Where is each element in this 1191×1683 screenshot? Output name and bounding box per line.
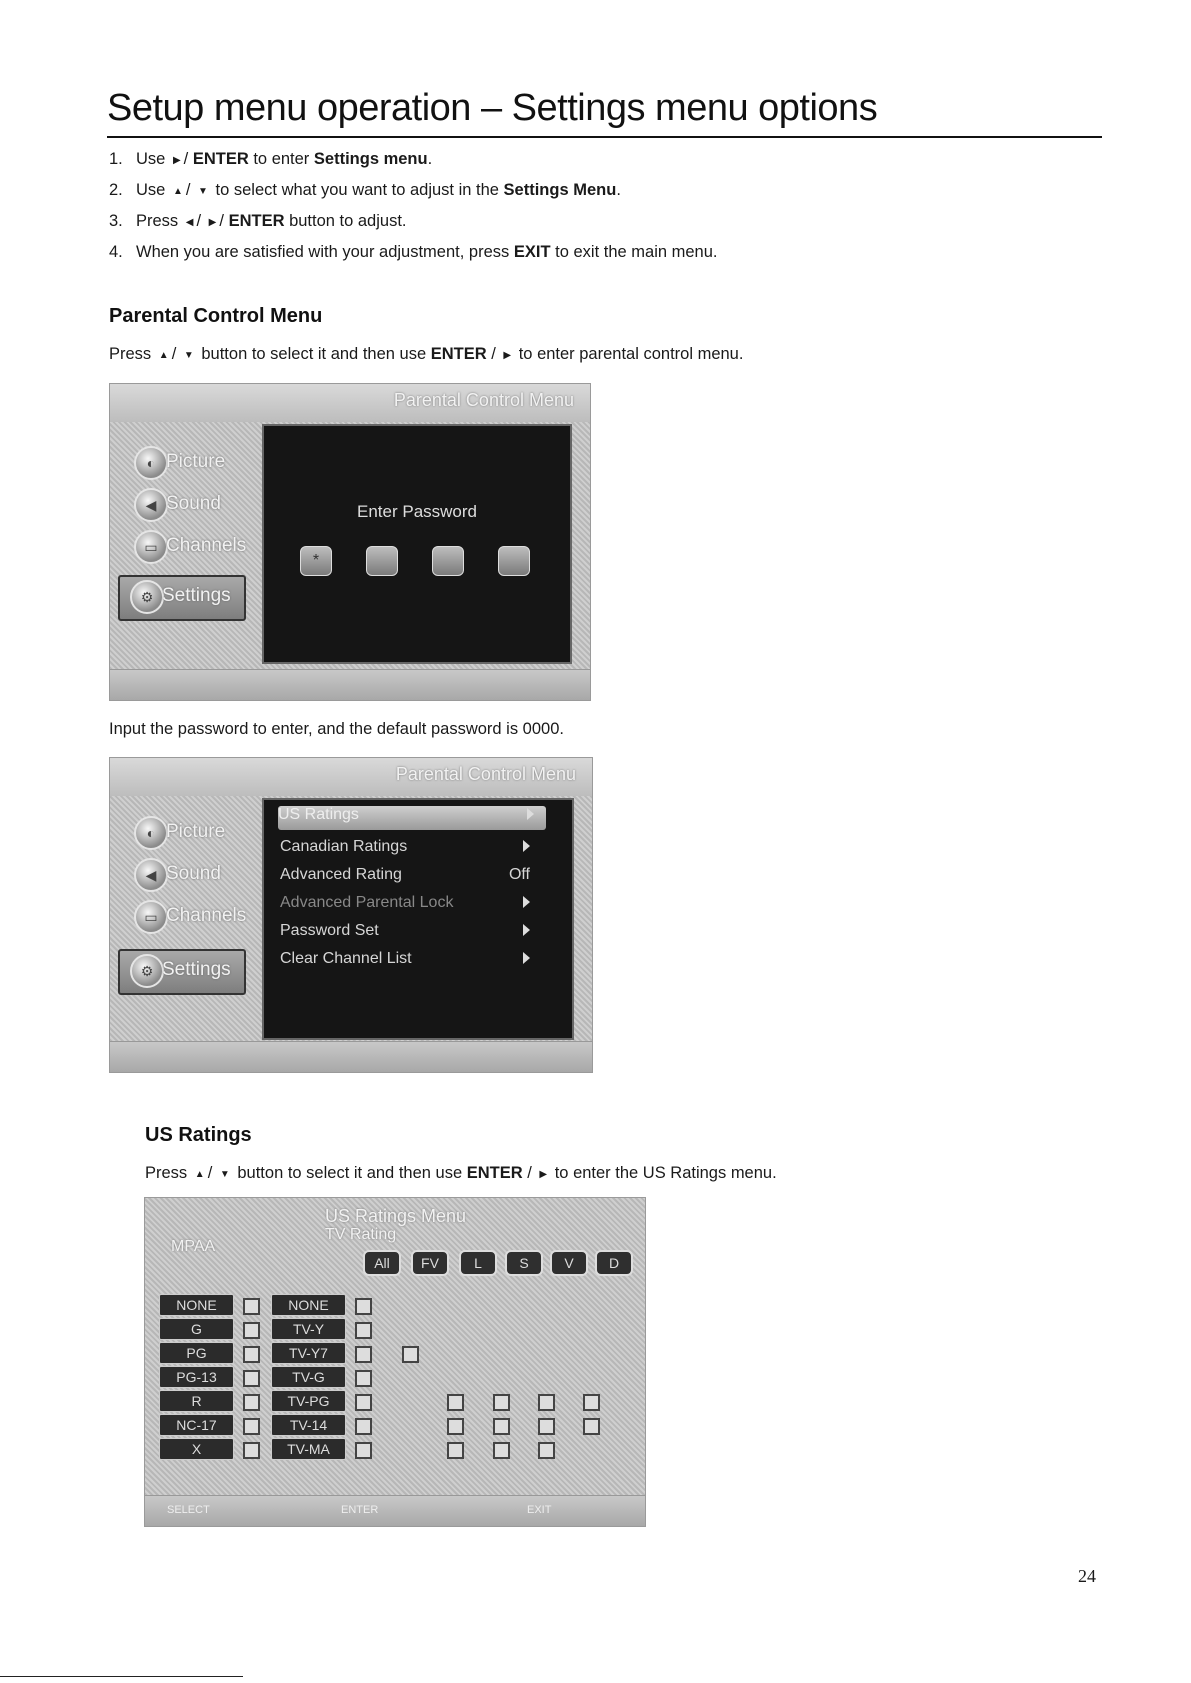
mpaa-pg[interactable]: PG (159, 1342, 234, 1364)
mpaa-x[interactable]: X (159, 1438, 234, 1460)
right-arrow-icon: ▶ (539, 1169, 548, 1180)
parental-menu-screen (109, 757, 593, 1073)
menu-item-advanced-parental-lock[interactable]: Advanced Parental Lock (280, 894, 542, 918)
mpaa-none[interactable]: NONE (159, 1294, 234, 1316)
step-4: 4. When you are satisfied with your adjustment, press EXIT to exit the main menu. (109, 243, 718, 261)
sidebar-item-picture[interactable]: ◐ Picture (124, 443, 242, 485)
password-digit-4[interactable] (498, 546, 530, 576)
tv-all-checkbox[interactable] (355, 1442, 372, 1459)
mpaa-lock-checkbox[interactable] (243, 1442, 260, 1459)
mpaa-label: MPAA (171, 1238, 216, 1255)
down-arrow-icon: ▼ (183, 350, 194, 361)
content-col-all[interactable]: All (363, 1250, 401, 1276)
page-number: 24 (1078, 1566, 1096, 1586)
mpaa-lock-checkbox[interactable] (243, 1418, 260, 1435)
speaker-icon: ◀ (134, 488, 168, 522)
tv-v-checkbox[interactable] (538, 1418, 555, 1435)
step-1: 1. Use ▶ / ENTER to enter Settings menu. (109, 149, 717, 180)
password-prompt: Enter Password (357, 502, 477, 521)
tv-all-checkbox[interactable] (355, 1418, 372, 1435)
step-2: 2. Use ▲ / ▼ to select what you want to adjust in the Settings Menu. (109, 180, 717, 211)
password-screen (109, 383, 591, 701)
tv-g[interactable]: TV-G (271, 1366, 346, 1388)
tv-v-checkbox[interactable] (538, 1394, 555, 1411)
tv-none[interactable]: NONE (271, 1294, 346, 1316)
parental-text: Press ▲ / ▼ button to select it and then use ENTER / ▶ to enter parental control menu. (109, 345, 744, 363)
tv-l-checkbox[interactable] (447, 1442, 464, 1459)
tv-s-checkbox[interactable] (493, 1442, 510, 1459)
content-col-l[interactable]: L (459, 1250, 497, 1276)
password-digit-3[interactable] (432, 546, 464, 576)
picture-icon: ◐ (134, 446, 168, 480)
screen-footer (110, 1041, 592, 1072)
speaker-icon: ◀ (134, 858, 168, 892)
us-ratings-text: Press ▲ / ▼ button to select it and then use ENTER / ▶ to enter the US Ratings menu. (145, 1164, 777, 1182)
menu-item-us-ratings[interactable]: US Ratings (278, 806, 546, 830)
down-arrow-icon: ▼ (198, 186, 208, 197)
content-col-d[interactable]: D (595, 1250, 633, 1276)
tv-s-checkbox[interactable] (493, 1418, 510, 1435)
mpaa-lock-checkbox[interactable] (243, 1322, 260, 1339)
mpaa-lock-checkbox[interactable] (243, 1370, 260, 1387)
footer-enter: ENTER (341, 1504, 379, 1516)
tv-rating-label: TV Rating (325, 1226, 397, 1243)
menu-item-canadian-ratings[interactable]: Canadian Ratings (280, 838, 542, 862)
tv-v-checkbox[interactable] (538, 1442, 555, 1459)
tv-14[interactable]: TV-14 (271, 1414, 346, 1436)
up-arrow-icon: ▲ (158, 350, 169, 361)
mpaa-lock-checkbox[interactable] (243, 1394, 260, 1411)
up-arrow-icon: ▲ (172, 186, 183, 197)
tv-d-checkbox[interactable] (583, 1394, 600, 1411)
tv-l-checkbox[interactable] (447, 1418, 464, 1435)
gear-icon: ⚙ (130, 954, 164, 988)
tv-ma[interactable]: TV-MA (271, 1438, 346, 1460)
sidebar-item-sound[interactable]: ◀ Sound (124, 485, 242, 527)
sidebar-item-settings[interactable]: ⚙ Settings (118, 949, 246, 995)
mpaa-g[interactable]: G (159, 1318, 234, 1340)
right-arrow-icon (523, 952, 530, 964)
menu-item-advanced-rating[interactable]: Advanced Rating Off (280, 866, 530, 883)
tv-y[interactable]: TV-Y (271, 1318, 346, 1340)
left-arrow-icon: ◀ (185, 217, 194, 228)
screen-footer (110, 669, 590, 700)
gear-icon: ⚙ (130, 580, 164, 614)
mpaa-lock-checkbox[interactable] (243, 1346, 260, 1363)
right-arrow-icon: ▶ (172, 155, 181, 166)
up-arrow-icon: ▲ (194, 1169, 205, 1180)
tv-d-checkbox[interactable] (583, 1418, 600, 1435)
tv-icon: ▭ (134, 900, 168, 934)
sidebar-item-channels[interactable]: ▭ Channels (124, 897, 242, 939)
tv-fv-checkbox[interactable] (402, 1346, 419, 1363)
parental-heading: Parental Control Menu (109, 305, 323, 327)
instruction-steps (109, 149, 717, 273)
picture-icon: ◐ (134, 816, 168, 850)
screen-title: Parental Control Menu (393, 390, 574, 410)
screen-title: US Ratings Menu (325, 1206, 467, 1226)
mpaa-lock-checkbox[interactable] (243, 1298, 260, 1315)
menu-item-clear-channel-list[interactable]: Clear Channel List (280, 950, 542, 974)
tv-y7[interactable]: TV-Y7 (271, 1342, 346, 1364)
content-col-v[interactable]: V (550, 1250, 588, 1276)
mpaa-r[interactable]: R (159, 1390, 234, 1412)
password-digit-1[interactable]: * (300, 546, 332, 576)
tv-l-checkbox[interactable] (447, 1394, 464, 1411)
password-digit-2[interactable] (366, 546, 398, 576)
footer-select: SELECT (167, 1504, 210, 1516)
page-title: Setup menu operation – Settings menu options (107, 84, 1102, 138)
sidebar-item-sound[interactable]: ◀ Sound (124, 855, 242, 897)
tv-all-checkbox[interactable] (355, 1394, 372, 1411)
content-col-fv[interactable]: FV (411, 1250, 449, 1276)
tv-pg[interactable]: TV-PG (271, 1390, 346, 1412)
step-3: 3. Press ◀ / ▶ / ENTER button to adjust. (109, 211, 717, 242)
menu-item-password-set[interactable]: Password Set (280, 922, 542, 946)
mpaa-pg-13[interactable]: PG-13 (159, 1366, 234, 1388)
password-note: Input the password to enter, and the default password is 0000. (109, 720, 564, 738)
parental-menu-panel (262, 798, 574, 1040)
tv-all-checkbox[interactable] (355, 1298, 372, 1315)
right-arrow-icon (527, 808, 534, 820)
right-arrow-icon (523, 840, 530, 852)
right-arrow-icon: ▶ (208, 217, 217, 228)
tv-all-checkbox[interactable] (355, 1370, 372, 1387)
down-arrow-icon: ▼ (219, 1169, 230, 1180)
sidebar-item-picture[interactable]: ◐ Picture (124, 813, 242, 855)
us-ratings-screen (144, 1197, 646, 1527)
right-arrow-icon (523, 924, 530, 936)
password-panel (262, 424, 572, 664)
right-arrow-icon (523, 896, 530, 908)
tv-all-checkbox[interactable] (355, 1322, 372, 1339)
footer-exit: EXIT (527, 1504, 552, 1516)
screen-title: Parental Control Menu (395, 764, 576, 784)
sidebar-item-channels[interactable]: ▭ Channels (124, 527, 242, 569)
content-col-s[interactable]: S (505, 1250, 543, 1276)
sidebar-item-settings[interactable]: ⚙ Settings (118, 575, 246, 621)
screen-footer (145, 1495, 645, 1526)
us-ratings-heading: US Ratings (145, 1124, 252, 1146)
mpaa-nc-17[interactable]: NC-17 (159, 1414, 234, 1436)
right-arrow-icon: ▶ (503, 350, 512, 361)
tv-s-checkbox[interactable] (493, 1394, 510, 1411)
footer-rule (0, 1676, 243, 1677)
tv-icon: ▭ (134, 530, 168, 564)
tv-all-checkbox[interactable] (355, 1346, 372, 1363)
